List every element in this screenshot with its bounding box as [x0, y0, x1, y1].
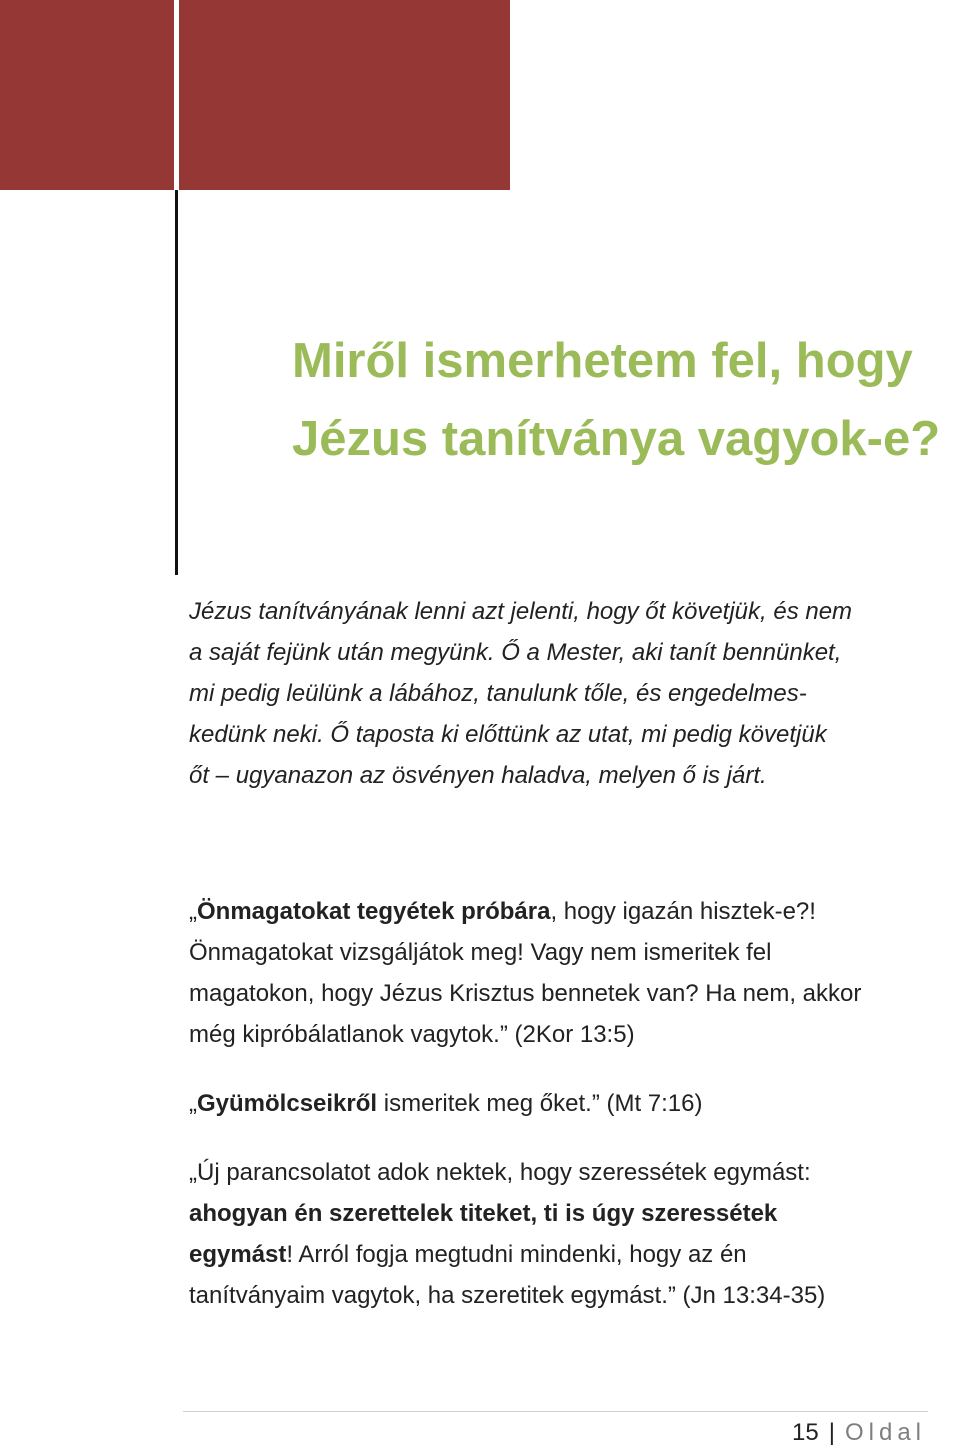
quote-line: Önmagatokat vizsgáljátok meg! Vagy nem ismeritek fel: [189, 939, 772, 966]
intro-line: a saját fejünk után megyünk. Ő a Mester, aki tanít bennünket,: [189, 639, 842, 666]
page-number: 15: [792, 1419, 819, 1446]
intro-line: kedünk neki. Ő taposta ki előttünk az utat, mi pedig követjük: [189, 721, 827, 748]
bible-quote-2kor: [189, 891, 929, 1055]
quote-emphasis: Gyümölcseikről: [197, 1090, 378, 1117]
page-title: [292, 322, 952, 478]
quote-emphasis: ahogyan én szerettelek titeket, ti is úgy szeressétek: [189, 1200, 778, 1227]
quote-text: , hogy igazán hisztek-e?!: [550, 898, 816, 925]
header-decor-block-left: [0, 0, 174, 190]
quote-open-mark: „: [189, 1090, 197, 1117]
bible-quote-jn: [189, 1152, 929, 1316]
intro-line: Jézus tanítványának lenni azt jelenti, hogy őt követjük, és nem: [189, 598, 853, 625]
quote-line: tanítványaim vagytok, ha szeretitek egymást.” (Jn 13:34-35): [189, 1282, 826, 1309]
quote-line: „Új parancsolatot adok nektek, hogy szeressétek egymást:: [189, 1159, 811, 1186]
quote-line: még kipróbálatlanok vagytok.” (2Kor 13:5): [189, 1021, 635, 1048]
quote-emphasis: egymást: [189, 1241, 287, 1268]
page-footer: [792, 1415, 926, 1451]
quote-open-mark: „: [189, 898, 197, 925]
footer-rule: [183, 1411, 928, 1412]
quote-line: [189, 1234, 929, 1275]
quote-emphasis: Önmagatokat tegyétek próbára: [197, 898, 551, 925]
page-title-line-2: Jézus tanítványa vagyok-e?: [292, 412, 941, 466]
header-decor-block-right: [179, 0, 510, 190]
quote-line: magatokon, hogy Jézus Krisztus bennetek van? Ha nem, akkor: [189, 980, 862, 1007]
footer-separator: |: [828, 1419, 835, 1446]
intro-paragraph: [189, 591, 929, 796]
page-word: Oldal: [844, 1419, 926, 1446]
quote-text: ! Arról fogja megtudni mindenki, hogy az én: [286, 1241, 747, 1268]
quote-line: [189, 1083, 929, 1124]
quote-line: [189, 891, 929, 932]
bible-quote-mt: [189, 1083, 929, 1124]
title-vertical-rule: [175, 190, 178, 575]
page-title-line-1: Miről ismerhetem fel, hogy: [292, 334, 913, 388]
quote-text: ismeritek meg őket.” (Mt 7:16): [377, 1090, 703, 1117]
quote-line: [189, 1193, 929, 1234]
intro-line: őt – ugyanazon az ösvényen haladva, melyen ő is járt.: [189, 762, 767, 789]
intro-line: mi pedig leülünk a lábához, tanulunk tőle, és engedelmes-: [189, 680, 807, 707]
